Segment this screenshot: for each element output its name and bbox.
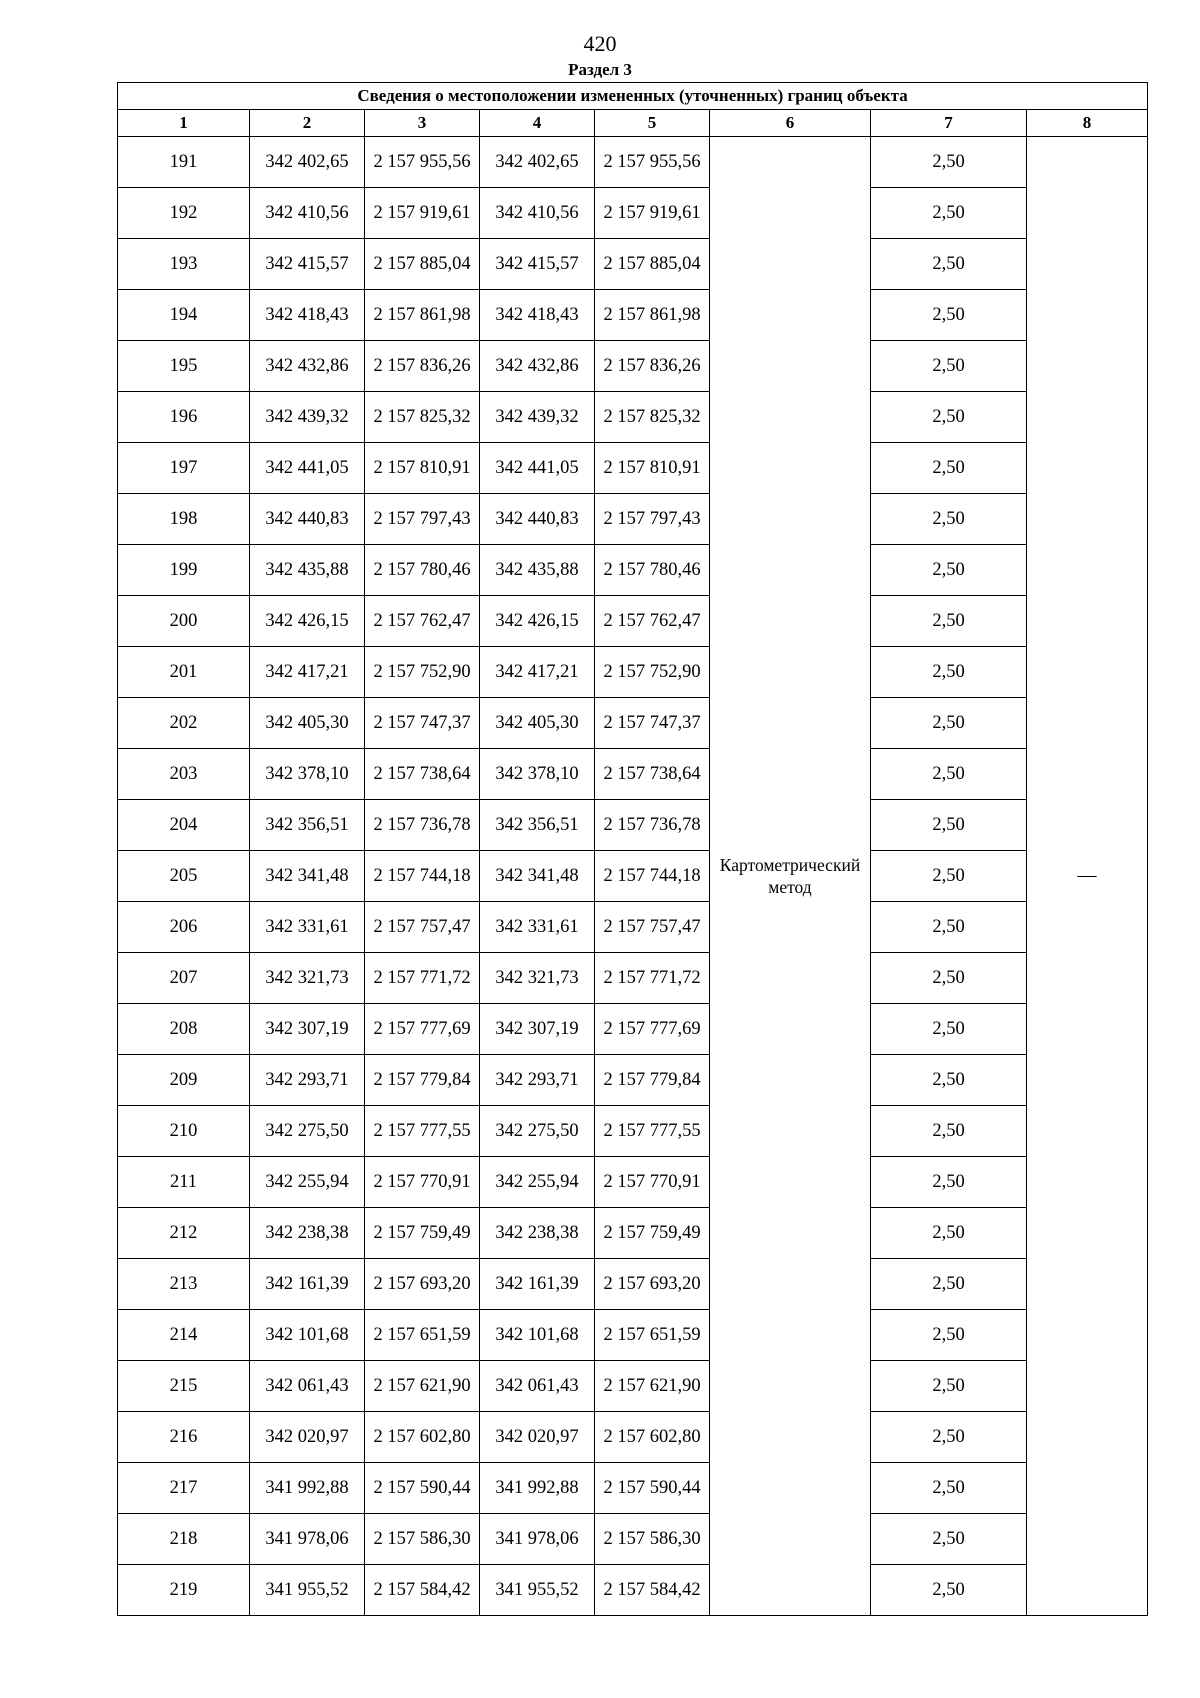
x-existing-cell: 342 321,73 xyxy=(250,953,365,1004)
y-new-cell: 2 157 779,84 xyxy=(595,1055,710,1106)
y-new-cell: 2 157 885,04 xyxy=(595,239,710,290)
point-number-cell: 202 xyxy=(118,698,250,749)
point-number-cell: 209 xyxy=(118,1055,250,1106)
accuracy-cell: 2,50 xyxy=(871,239,1027,290)
x-existing-cell: 342 061,43 xyxy=(250,1361,365,1412)
x-existing-cell: 342 378,10 xyxy=(250,749,365,800)
accuracy-cell: 2,50 xyxy=(871,1259,1027,1310)
point-number-cell: 205 xyxy=(118,851,250,902)
x-new-cell: 341 992,88 xyxy=(480,1463,595,1514)
accuracy-cell: 2,50 xyxy=(871,596,1027,647)
y-new-cell: 2 157 825,32 xyxy=(595,392,710,443)
x-new-cell: 341 978,06 xyxy=(480,1514,595,1565)
y-new-cell: 2 157 602,80 xyxy=(595,1412,710,1463)
y-existing-cell: 2 157 779,84 xyxy=(365,1055,480,1106)
table-row xyxy=(118,647,1148,698)
accuracy-cell: 2,50 xyxy=(871,341,1027,392)
column8-cell: — xyxy=(1027,137,1148,1616)
x-new-cell: 342 238,38 xyxy=(480,1208,595,1259)
x-new-cell: 342 341,48 xyxy=(480,851,595,902)
accuracy-cell: 2,50 xyxy=(871,1565,1027,1616)
x-existing-cell: 342 440,83 xyxy=(250,494,365,545)
y-existing-cell: 2 157 738,64 xyxy=(365,749,480,800)
x-existing-cell: 342 439,32 xyxy=(250,392,365,443)
x-new-cell: 342 275,50 xyxy=(480,1106,595,1157)
y-existing-cell: 2 157 797,43 xyxy=(365,494,480,545)
x-existing-cell: 342 293,71 xyxy=(250,1055,365,1106)
y-existing-cell: 2 157 744,18 xyxy=(365,851,480,902)
y-existing-cell: 2 157 747,37 xyxy=(365,698,480,749)
accuracy-cell: 2,50 xyxy=(871,545,1027,596)
column-number-7: 7 xyxy=(871,110,1027,137)
y-existing-cell: 2 157 810,91 xyxy=(365,443,480,494)
point-number-cell: 216 xyxy=(118,1412,250,1463)
y-new-cell: 2 157 584,42 xyxy=(595,1565,710,1616)
point-number-cell: 201 xyxy=(118,647,250,698)
accuracy-cell: 2,50 xyxy=(871,137,1027,188)
x-existing-cell: 342 255,94 xyxy=(250,1157,365,1208)
x-existing-cell: 342 331,61 xyxy=(250,902,365,953)
column-number-4: 4 xyxy=(480,110,595,137)
y-existing-cell: 2 157 836,26 xyxy=(365,341,480,392)
x-existing-cell: 342 426,15 xyxy=(250,596,365,647)
point-number-cell: 195 xyxy=(118,341,250,392)
y-existing-cell: 2 157 777,69 xyxy=(365,1004,480,1055)
point-number-cell: 200 xyxy=(118,596,250,647)
point-number-cell: 192 xyxy=(118,188,250,239)
x-existing-cell: 342 410,56 xyxy=(250,188,365,239)
y-existing-cell: 2 157 736,78 xyxy=(365,800,480,851)
column-number-2: 2 xyxy=(250,110,365,137)
table-row xyxy=(118,392,1148,443)
point-number-cell: 213 xyxy=(118,1259,250,1310)
y-new-cell: 2 157 836,26 xyxy=(595,341,710,392)
table-row xyxy=(118,239,1148,290)
x-existing-cell: 342 307,19 xyxy=(250,1004,365,1055)
point-number-cell: 218 xyxy=(118,1514,250,1565)
y-existing-cell: 2 157 693,20 xyxy=(365,1259,480,1310)
y-new-cell: 2 157 586,30 xyxy=(595,1514,710,1565)
table-row xyxy=(118,1514,1148,1565)
accuracy-cell: 2,50 xyxy=(871,443,1027,494)
table-row xyxy=(118,494,1148,545)
x-existing-cell: 341 978,06 xyxy=(250,1514,365,1565)
table-row xyxy=(118,1463,1148,1514)
accuracy-cell: 2,50 xyxy=(871,1463,1027,1514)
x-new-cell: 342 418,43 xyxy=(480,290,595,341)
y-existing-cell: 2 157 602,80 xyxy=(365,1412,480,1463)
x-new-cell: 342 161,39 xyxy=(480,1259,595,1310)
x-existing-cell: 342 341,48 xyxy=(250,851,365,902)
accuracy-cell: 2,50 xyxy=(871,1208,1027,1259)
table-row xyxy=(118,545,1148,596)
x-new-cell: 342 426,15 xyxy=(480,596,595,647)
column-number-5: 5 xyxy=(595,110,710,137)
accuracy-cell: 2,50 xyxy=(871,800,1027,851)
y-new-cell: 2 157 797,43 xyxy=(595,494,710,545)
point-number-cell: 206 xyxy=(118,902,250,953)
x-new-cell: 342 020,97 xyxy=(480,1412,595,1463)
y-existing-cell: 2 157 919,61 xyxy=(365,188,480,239)
accuracy-cell: 2,50 xyxy=(871,1514,1027,1565)
y-existing-cell: 2 157 762,47 xyxy=(365,596,480,647)
x-existing-cell: 342 238,38 xyxy=(250,1208,365,1259)
x-new-cell: 341 955,52 xyxy=(480,1565,595,1616)
y-new-cell: 2 157 736,78 xyxy=(595,800,710,851)
accuracy-cell: 2,50 xyxy=(871,1106,1027,1157)
point-number-cell: 197 xyxy=(118,443,250,494)
accuracy-cell: 2,50 xyxy=(871,1361,1027,1412)
x-existing-cell: 342 275,50 xyxy=(250,1106,365,1157)
y-new-cell: 2 157 621,90 xyxy=(595,1361,710,1412)
table-row xyxy=(118,902,1148,953)
section-title: Раздел 3 xyxy=(568,60,632,79)
x-new-cell: 342 415,57 xyxy=(480,239,595,290)
accuracy-cell: 2,50 xyxy=(871,1310,1027,1361)
column-number-1: 1 xyxy=(118,110,250,137)
accuracy-cell: 2,50 xyxy=(871,1157,1027,1208)
table-row xyxy=(118,953,1148,1004)
accuracy-cell: 2,50 xyxy=(871,851,1027,902)
table-row xyxy=(118,1565,1148,1616)
y-existing-cell: 2 157 759,49 xyxy=(365,1208,480,1259)
y-new-cell: 2 157 770,91 xyxy=(595,1157,710,1208)
x-new-cell: 342 378,10 xyxy=(480,749,595,800)
y-new-cell: 2 157 777,55 xyxy=(595,1106,710,1157)
accuracy-cell: 2,50 xyxy=(871,494,1027,545)
column-number-3: 3 xyxy=(365,110,480,137)
accuracy-cell: 2,50 xyxy=(871,1004,1027,1055)
accuracy-cell: 2,50 xyxy=(871,188,1027,239)
y-existing-cell: 2 157 621,90 xyxy=(365,1361,480,1412)
x-existing-cell: 342 415,57 xyxy=(250,239,365,290)
point-number-cell: 207 xyxy=(118,953,250,1004)
point-number-cell: 217 xyxy=(118,1463,250,1514)
y-new-cell: 2 157 777,69 xyxy=(595,1004,710,1055)
y-new-cell: 2 157 762,47 xyxy=(595,596,710,647)
y-new-cell: 2 157 738,64 xyxy=(595,749,710,800)
x-existing-cell: 342 405,30 xyxy=(250,698,365,749)
table-caption: Сведения о местоположении измененных (уточненных) границ объекта xyxy=(118,83,1148,110)
accuracy-cell: 2,50 xyxy=(871,1055,1027,1106)
y-new-cell: 2 157 861,98 xyxy=(595,290,710,341)
point-number-cell: 196 xyxy=(118,392,250,443)
table-row xyxy=(118,698,1148,749)
table-row xyxy=(118,1361,1148,1412)
column-number-8: 8 xyxy=(1027,110,1148,137)
table-row xyxy=(118,1106,1148,1157)
table-row xyxy=(118,443,1148,494)
y-existing-cell: 2 157 861,98 xyxy=(365,290,480,341)
table-row xyxy=(118,1055,1148,1106)
x-existing-cell: 342 356,51 xyxy=(250,800,365,851)
x-new-cell: 342 255,94 xyxy=(480,1157,595,1208)
column-number-6: 6 xyxy=(710,110,871,137)
x-new-cell: 342 441,05 xyxy=(480,443,595,494)
point-number-cell: 219 xyxy=(118,1565,250,1616)
y-new-cell: 2 157 651,59 xyxy=(595,1310,710,1361)
y-existing-cell: 2 157 651,59 xyxy=(365,1310,480,1361)
x-new-cell: 342 402,65 xyxy=(480,137,595,188)
x-new-cell: 342 293,71 xyxy=(480,1055,595,1106)
table-row xyxy=(118,1004,1148,1055)
coordinates-table xyxy=(117,82,1148,1616)
y-existing-cell: 2 157 586,30 xyxy=(365,1514,480,1565)
point-number-cell: 204 xyxy=(118,800,250,851)
point-number-cell: 208 xyxy=(118,1004,250,1055)
table-row xyxy=(118,1310,1148,1361)
table-row xyxy=(118,137,1148,188)
y-new-cell: 2 157 757,47 xyxy=(595,902,710,953)
accuracy-cell: 2,50 xyxy=(871,647,1027,698)
y-new-cell: 2 157 810,91 xyxy=(595,443,710,494)
table-row xyxy=(118,800,1148,851)
x-existing-cell: 342 417,21 xyxy=(250,647,365,698)
y-existing-cell: 2 157 770,91 xyxy=(365,1157,480,1208)
y-existing-cell: 2 157 590,44 xyxy=(365,1463,480,1514)
x-new-cell: 342 061,43 xyxy=(480,1361,595,1412)
accuracy-cell: 2,50 xyxy=(871,1412,1027,1463)
y-new-cell: 2 157 780,46 xyxy=(595,545,710,596)
table-row xyxy=(118,596,1148,647)
y-existing-cell: 2 157 777,55 xyxy=(365,1106,480,1157)
point-number-cell: 212 xyxy=(118,1208,250,1259)
y-new-cell: 2 157 744,18 xyxy=(595,851,710,902)
x-new-cell: 342 321,73 xyxy=(480,953,595,1004)
y-existing-cell: 2 157 885,04 xyxy=(365,239,480,290)
table-row xyxy=(118,1208,1148,1259)
x-new-cell: 342 432,86 xyxy=(480,341,595,392)
x-new-cell: 342 405,30 xyxy=(480,698,595,749)
point-number-cell: 203 xyxy=(118,749,250,800)
table-row xyxy=(118,290,1148,341)
table-body xyxy=(118,137,1148,1616)
accuracy-cell: 2,50 xyxy=(871,290,1027,341)
y-existing-cell: 2 157 771,72 xyxy=(365,953,480,1004)
x-new-cell: 342 417,21 xyxy=(480,647,595,698)
x-existing-cell: 342 418,43 xyxy=(250,290,365,341)
y-new-cell: 2 157 747,37 xyxy=(595,698,710,749)
y-new-cell: 2 157 693,20 xyxy=(595,1259,710,1310)
table-row xyxy=(118,1259,1148,1310)
x-new-cell: 342 331,61 xyxy=(480,902,595,953)
page-number: 420 xyxy=(583,31,617,56)
accuracy-cell: 2,50 xyxy=(871,392,1027,443)
x-existing-cell: 341 992,88 xyxy=(250,1463,365,1514)
x-new-cell: 342 307,19 xyxy=(480,1004,595,1055)
accuracy-cell: 2,50 xyxy=(871,902,1027,953)
y-new-cell: 2 157 771,72 xyxy=(595,953,710,1004)
y-existing-cell: 2 157 757,47 xyxy=(365,902,480,953)
y-new-cell: 2 157 955,56 xyxy=(595,137,710,188)
x-existing-cell: 342 101,68 xyxy=(250,1310,365,1361)
y-existing-cell: 2 157 955,56 xyxy=(365,137,480,188)
accuracy-cell: 2,50 xyxy=(871,749,1027,800)
table-row xyxy=(118,188,1148,239)
x-existing-cell: 342 432,86 xyxy=(250,341,365,392)
point-number-cell: 191 xyxy=(118,137,250,188)
x-new-cell: 342 435,88 xyxy=(480,545,595,596)
x-new-cell: 342 101,68 xyxy=(480,1310,595,1361)
point-number-cell: 194 xyxy=(118,290,250,341)
x-new-cell: 342 439,32 xyxy=(480,392,595,443)
table-row xyxy=(118,1412,1148,1463)
x-existing-cell: 342 161,39 xyxy=(250,1259,365,1310)
y-existing-cell: 2 157 752,90 xyxy=(365,647,480,698)
point-number-cell: 199 xyxy=(118,545,250,596)
accuracy-cell: 2,50 xyxy=(871,953,1027,1004)
y-new-cell: 2 157 590,44 xyxy=(595,1463,710,1514)
x-existing-cell: 342 441,05 xyxy=(250,443,365,494)
point-number-cell: 211 xyxy=(118,1157,250,1208)
y-existing-cell: 2 157 825,32 xyxy=(365,392,480,443)
point-number-cell: 210 xyxy=(118,1106,250,1157)
x-existing-cell: 342 402,65 xyxy=(250,137,365,188)
table-row xyxy=(118,1157,1148,1208)
point-number-cell: 193 xyxy=(118,239,250,290)
table-row xyxy=(118,341,1148,392)
y-existing-cell: 2 157 584,42 xyxy=(365,1565,480,1616)
x-new-cell: 342 410,56 xyxy=(480,188,595,239)
x-new-cell: 342 440,83 xyxy=(480,494,595,545)
y-existing-cell: 2 157 780,46 xyxy=(365,545,480,596)
table-row xyxy=(118,749,1148,800)
point-number-cell: 214 xyxy=(118,1310,250,1361)
accuracy-cell: 2,50 xyxy=(871,698,1027,749)
point-number-cell: 215 xyxy=(118,1361,250,1412)
y-new-cell: 2 157 919,61 xyxy=(595,188,710,239)
method-cell: Картометрический метод xyxy=(710,137,871,1616)
y-new-cell: 2 157 759,49 xyxy=(595,1208,710,1259)
table-row xyxy=(118,851,1148,902)
x-existing-cell: 342 435,88 xyxy=(250,545,365,596)
x-new-cell: 342 356,51 xyxy=(480,800,595,851)
y-new-cell: 2 157 752,90 xyxy=(595,647,710,698)
point-number-cell: 198 xyxy=(118,494,250,545)
x-existing-cell: 342 020,97 xyxy=(250,1412,365,1463)
x-existing-cell: 341 955,52 xyxy=(250,1565,365,1616)
